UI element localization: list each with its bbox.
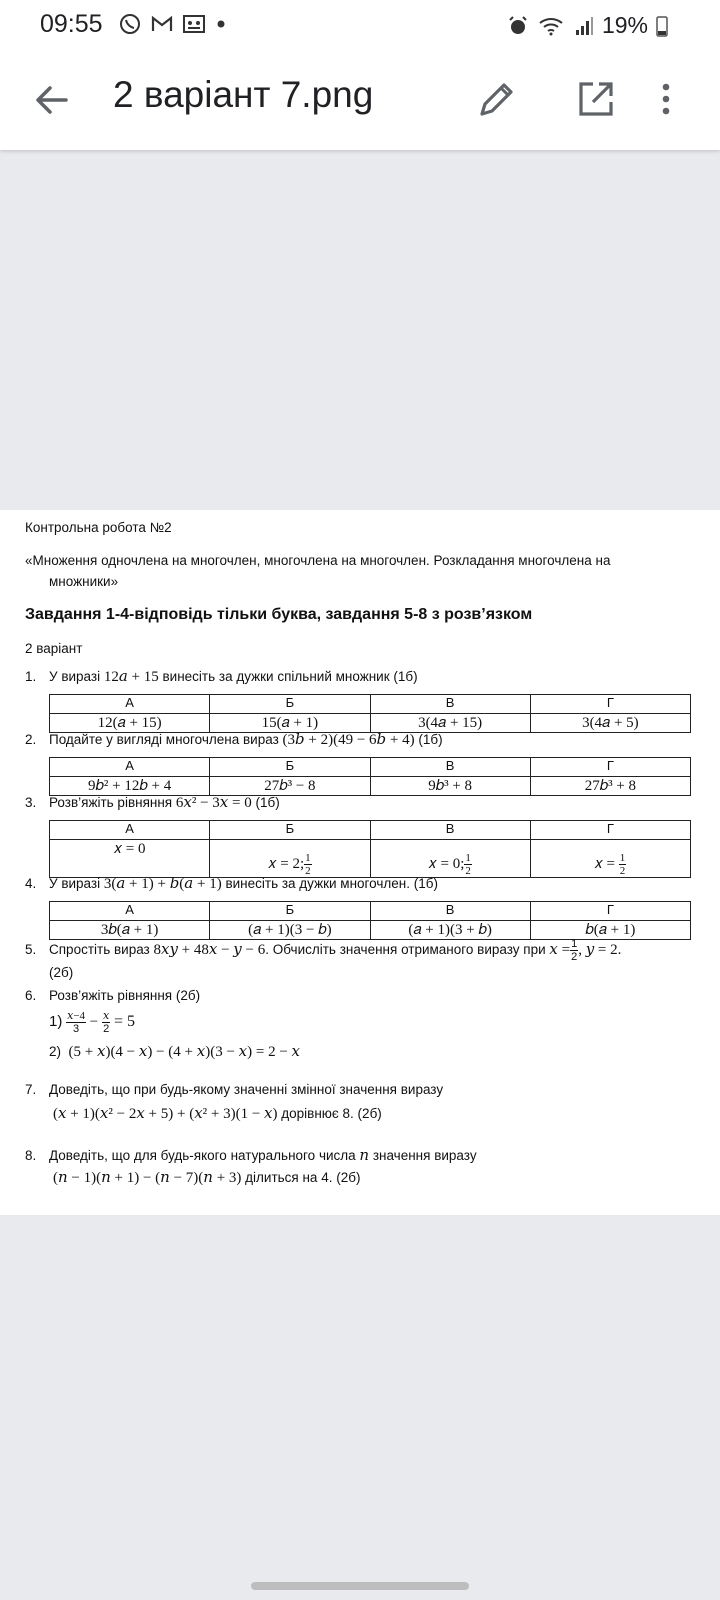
doc-task-title: Завдання 1-4-відповідь тільки буква, завдання 5-8 з розв’язком: [25, 606, 533, 623]
answer-table-2: А Б В Г 9𝑏² + 12𝑏 + 4 27𝑏³ − 8 9𝑏³ + 8 27𝑏³ + 8: [49, 757, 691, 796]
signal-icon: [574, 14, 594, 38]
classroom-icon: [182, 12, 206, 36]
question-7-expression: (𝑥 + 1)(𝑥² − 2𝑥 + 5) + (𝑥² + 3)(1 − 𝑥) дорівнює 8. (2б): [53, 1106, 382, 1122]
gmail-icon: [150, 12, 174, 36]
doc-header: Контрольна робота №2: [25, 520, 172, 535]
battery-icon: [656, 14, 668, 38]
open-with-icon[interactable]: [573, 76, 619, 122]
more-vert-icon[interactable]: [656, 76, 676, 122]
question-8: 8. Доведіть, що для будь-якого натурального числа 𝑛 значення виразу: [25, 1148, 477, 1164]
app-bar: [0, 52, 720, 150]
battery-percent: 19%: [601, 12, 648, 38]
dot-icon: [214, 12, 228, 36]
alarm-icon: [506, 14, 530, 38]
question-6-part-2: 2) (5 + 𝑥)(4 − 𝑥) − (4 + 𝑥)(3 − 𝑥) = 2 − 𝑥: [49, 1044, 301, 1060]
question-1: 1. У виразі 12𝑎 + 15 винесіть за дужки спільний множник (1б): [25, 669, 418, 685]
document-image: [0, 510, 720, 1215]
question-6-part-1: 1) $\frac{\text{𝑥−4}}{3}$ − $\frac{\text{𝑥}}{2}$ = 5: [49, 1010, 136, 1035]
answer-table-4: А Б В Г 3𝑏(𝑎 + 1) (𝑎 + 1)(3 − 𝑏) (𝑎 + 1)(3 + 𝑏) 𝑏(𝑎 + 1): [49, 901, 691, 940]
gesture-nav-bar[interactable]: [251, 1582, 469, 1590]
status-time: 09:55: [40, 10, 103, 38]
question-4: 4. У виразі 3(𝑎 + 1) + 𝑏(𝑎 + 1) винесіть за дужки многочлен. (1б): [25, 876, 438, 892]
notification-icons: [118, 12, 228, 36]
question-3: 3. Розв’яжіть рівняння 6𝑥² − 3𝑥 = 0 (1б): [25, 795, 280, 811]
doc-topic-line1: «Множення одночлена на многочлен, многочлена на многочлен. Розкладання многочлена на: [25, 553, 611, 568]
edit-pencil-icon[interactable]: [474, 76, 520, 122]
question-5-points: (2б): [49, 965, 74, 980]
viber-icon: [118, 12, 142, 36]
answer-table-1: А Б В Г 12(𝑎 + 15) 15(𝑎 + 1) 3(4𝑎 + 15) 3(4𝑎 + 5): [49, 694, 691, 733]
question-8-expression: (𝑛 − 1)(𝑛 + 1) − (𝑛 − 7)(𝑛 + 3) ділиться на 4. (2б): [53, 1170, 361, 1186]
system-icons: [506, 12, 668, 39]
question-2: 2. Подайте у вигляді многочлена вираз (3𝑏 + 2)(49 − 6𝑏 + 4) (1б): [25, 732, 443, 748]
doc-variant: 2 варіант: [25, 641, 83, 656]
question-7: 7. Доведіть, що при будь-якому значенні змінної значення виразу: [25, 1082, 444, 1097]
question-6: 6. Розв’яжіть рівняння (2б): [25, 988, 201, 1003]
file-title: 2 варіант 7.png: [113, 74, 374, 115]
doc-topic-line2: множники»: [49, 574, 119, 589]
answer-table-3: А Б В Г 𝑥 = 0 𝑥 = 2; $\frac{1}{2}$ 𝑥 = 0; $\frac{1}{2}$ 𝑥 = $\frac{1}{2}$: [49, 820, 691, 878]
back-arrow-icon[interactable]: [30, 78, 74, 122]
status-bar: [0, 0, 720, 52]
wifi-icon: [538, 14, 566, 38]
question-5: 5. Спростіть вираз 8𝑥𝑦 + 48𝑥 − 𝑦 − 6. Обчисліть значення отриманого виразу при 𝑥 = $\frac{1}{2}$ , 𝑦 = 2.: [25, 938, 622, 963]
